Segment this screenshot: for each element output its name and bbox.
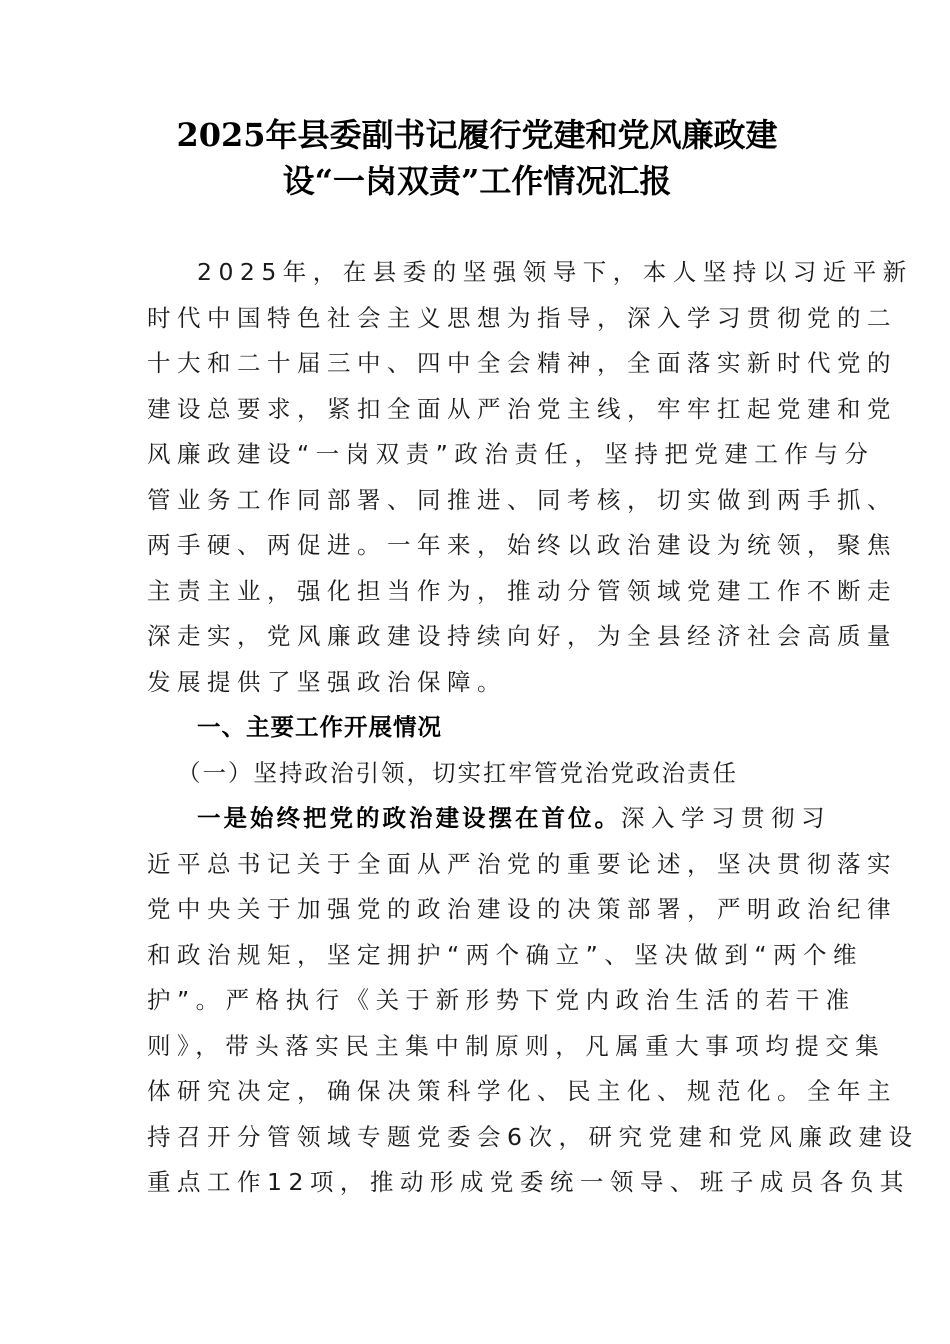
paragraph-line: 则》，带头落实民主集中制原则，凡属重大事项均提交集 bbox=[147, 1031, 886, 1060]
intro-paragraph bbox=[147, 250, 913, 705]
paragraph-line: 十大和二十届三中、四中全会精神，全面落实新时代党的 bbox=[147, 349, 897, 377]
paragraph-line: 近平总书记关于全面从严治党的重要论述，坚决贯彻落实 bbox=[147, 849, 897, 878]
paragraph-line: 重点工作12项，推动形成党委统一领导、班子成员各负其 bbox=[147, 1168, 910, 1196]
point-lead: 一是始终把党的政治建设摆在首位。 bbox=[197, 804, 621, 832]
section-heading: 一、主要工作开展情况 bbox=[197, 713, 442, 741]
paragraph-line: 建设总要求，紧扣全面从严治党主线，牢牢扛起党建和党 bbox=[147, 394, 897, 423]
paragraph-line: 护”。严格执行《关于新形势下党内政治生活的若干准 bbox=[147, 986, 856, 1014]
paragraph-line: 2025年，在县委的坚强领导下，本人坚持以习近平新 bbox=[197, 258, 913, 286]
document-title bbox=[147, 112, 807, 204]
paragraph-line: 发展提供了坚强政治保障。 bbox=[147, 667, 507, 696]
title-line-1: 2025年县委副书记履行党建和党风廉政建 bbox=[176, 116, 778, 154]
point-paragraph bbox=[147, 796, 919, 1206]
paragraph-line: 管业务工作同部署、同推进、同考核，切实做到两手抓、 bbox=[147, 485, 897, 514]
title-line-2: 设“一岗双责”工作情况汇报 bbox=[282, 162, 672, 200]
paragraph-line: 深走实，党风廉政建设持续向好，为全县经济社会高质量 bbox=[147, 622, 897, 650]
paragraph-line: 主责主业，强化担当作为，推动分管领域党建工作不断走 bbox=[147, 576, 897, 605]
paragraph-line: 持召开分管领域专题党委会6次，研究党建和党风廉政建设 bbox=[147, 1122, 919, 1151]
subsection-heading: （一）坚持政治引领，切实扛牢管党治党政治责任 bbox=[177, 758, 738, 787]
paragraph-line: 体研究决定，确保决策科学化、民主化、规范化。全年主 bbox=[147, 1077, 897, 1105]
paragraph-line: 风廉政建设“一岗双责”政治责任，坚持把党建工作与分 bbox=[147, 440, 875, 468]
paragraph-line: 时代中国特色社会主义思想为指导，深入学习贯彻党的二 bbox=[147, 303, 897, 332]
paragraph-line bbox=[147, 796, 831, 842]
paragraph-line: 两手硬、两促进。一年来，始终以政治建设为统领，聚焦 bbox=[147, 531, 897, 559]
document-body bbox=[147, 250, 919, 1206]
paragraph-line: 和政治规矩，坚定拥护“两个确立”、坚决做到“两个维 bbox=[147, 940, 864, 969]
paragraph-line: 党中央关于加强党的政治建设的决策部署，严明政治纪律 bbox=[147, 895, 897, 923]
point-lead-rest: 深入学习贯彻习 bbox=[621, 804, 831, 832]
document-page bbox=[147, 112, 919, 1206]
